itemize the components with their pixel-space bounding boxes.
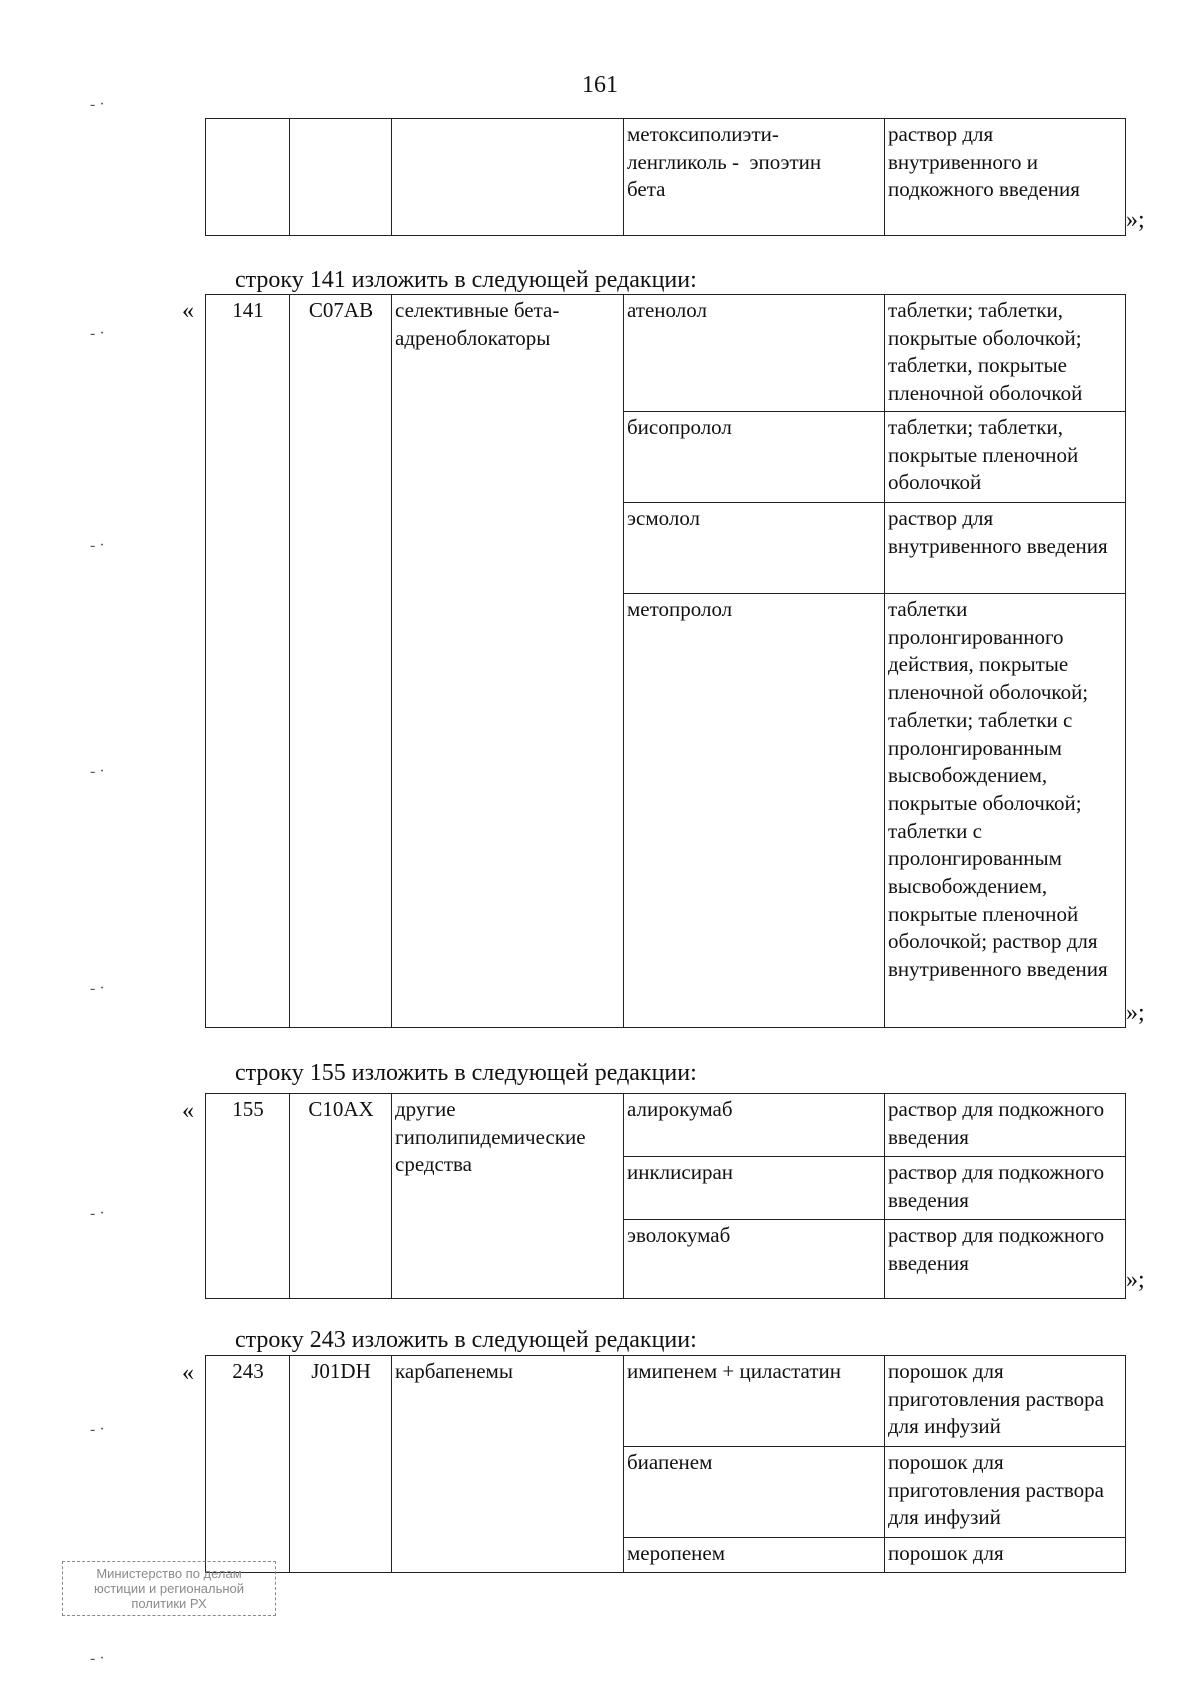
drug-cell: эволокумаб bbox=[624, 1220, 885, 1299]
form-cell: таблетки пролонгированного действия, покрытые пленочной оболочкой; таблетки; таблетки с пролонгированным высвобождением, покрытые оболочкой; таблетки с пролонгированным высвобождением, покрытые пленочной оболочкой; раствор для внутривенного введения bbox=[885, 594, 1126, 1028]
atc-code-cell bbox=[290, 119, 392, 236]
row-number-cell: 243 bbox=[206, 1356, 290, 1573]
row-number-cell: 155 bbox=[206, 1094, 290, 1299]
stamp-line: юстиции и региональной bbox=[93, 1581, 245, 1596]
form-cell: раствор для подкожного введения bbox=[885, 1157, 1126, 1220]
amendment-table-155 bbox=[205, 1093, 1126, 1299]
group-cell: селективные бета-адреноблокаторы bbox=[392, 295, 624, 1028]
group-cell bbox=[392, 119, 624, 236]
page-number: 161 bbox=[582, 72, 618, 98]
drug-cell: метопролол bbox=[624, 594, 885, 1028]
closing-quote: »; bbox=[1126, 207, 1145, 233]
form-cell: раствор для внутривенного и подкожного введения bbox=[885, 119, 1126, 236]
opening-quote: « bbox=[182, 1360, 194, 1386]
table-row bbox=[206, 295, 1126, 412]
drug-cell: метоксиполиэти- ленгликоль - эпоэтин бета bbox=[624, 119, 885, 236]
row-number-cell: 141 bbox=[206, 295, 290, 1028]
scan-speck: - · bbox=[90, 1650, 105, 1667]
amendment-instruction: строку 243 изложить в следующей редакции: bbox=[235, 1327, 697, 1353]
amendment-instruction: строку 155 изложить в следующей редакции: bbox=[235, 1060, 697, 1086]
stamp-line: политики РХ bbox=[131, 1596, 207, 1611]
continuation-table bbox=[205, 118, 1126, 236]
row-number-cell bbox=[206, 119, 290, 236]
table-row bbox=[206, 119, 1126, 236]
form-cell: порошок для bbox=[885, 1538, 1126, 1573]
opening-quote: « bbox=[182, 1098, 194, 1124]
table-row bbox=[206, 1094, 1126, 1157]
amendment-table-243 bbox=[205, 1355, 1126, 1573]
scan-speck: - · bbox=[90, 325, 105, 342]
atc-code-cell: J01DH bbox=[290, 1356, 392, 1573]
form-cell: таблетки; таблетки, покрытые пленочной оболочкой bbox=[885, 412, 1126, 503]
scan-speck: - · bbox=[90, 1421, 105, 1438]
atc-code-cell: C07AB bbox=[290, 295, 392, 1028]
scan-speck: - · bbox=[90, 96, 105, 113]
group-cell: карбапенемы bbox=[392, 1356, 624, 1573]
closing-quote: »; bbox=[1126, 1267, 1145, 1293]
ministry-stamp bbox=[62, 1561, 276, 1616]
drug-cell: эсмолол bbox=[624, 503, 885, 594]
group-cell: другие гиполипидемические средства bbox=[392, 1094, 624, 1299]
scan-speck: - · bbox=[90, 763, 105, 780]
atc-code-cell: C10AX bbox=[290, 1094, 392, 1299]
opening-quote: « bbox=[182, 298, 194, 324]
amendment-instruction: строку 141 изложить в следующей редакции: bbox=[235, 267, 697, 293]
form-cell: порошок для приготовления раствора для инфузий bbox=[885, 1447, 1126, 1538]
drug-cell: биапенем bbox=[624, 1447, 885, 1538]
drug-cell: бисопролол bbox=[624, 412, 885, 503]
drug-cell: меропенем bbox=[624, 1538, 885, 1573]
form-cell: порошок для приготовления раствора для инфузий bbox=[885, 1356, 1126, 1447]
drug-cell: алирокумаб bbox=[624, 1094, 885, 1157]
scan-speck: - · bbox=[90, 1205, 105, 1222]
form-cell: таблетки; таблетки, покрытые оболочкой; таблетки, покрытые пленочной оболочкой bbox=[885, 295, 1126, 412]
table-row bbox=[206, 1356, 1126, 1447]
form-cell: раствор для подкожного введения bbox=[885, 1220, 1126, 1299]
form-cell: раствор для подкожного введения bbox=[885, 1094, 1126, 1157]
form-cell: раствор для внутривенного введения bbox=[885, 503, 1126, 594]
scan-speck: - · bbox=[90, 537, 105, 554]
drug-cell: инклисиран bbox=[624, 1157, 885, 1220]
scan-speck: - · bbox=[90, 980, 105, 997]
closing-quote: »; bbox=[1126, 1000, 1145, 1026]
drug-cell: имипенем + циластатин bbox=[624, 1356, 885, 1447]
stamp-line: Министерство по делам bbox=[96, 1566, 242, 1581]
drug-cell: атенолол bbox=[624, 295, 885, 412]
amendment-table-141 bbox=[205, 294, 1126, 1028]
